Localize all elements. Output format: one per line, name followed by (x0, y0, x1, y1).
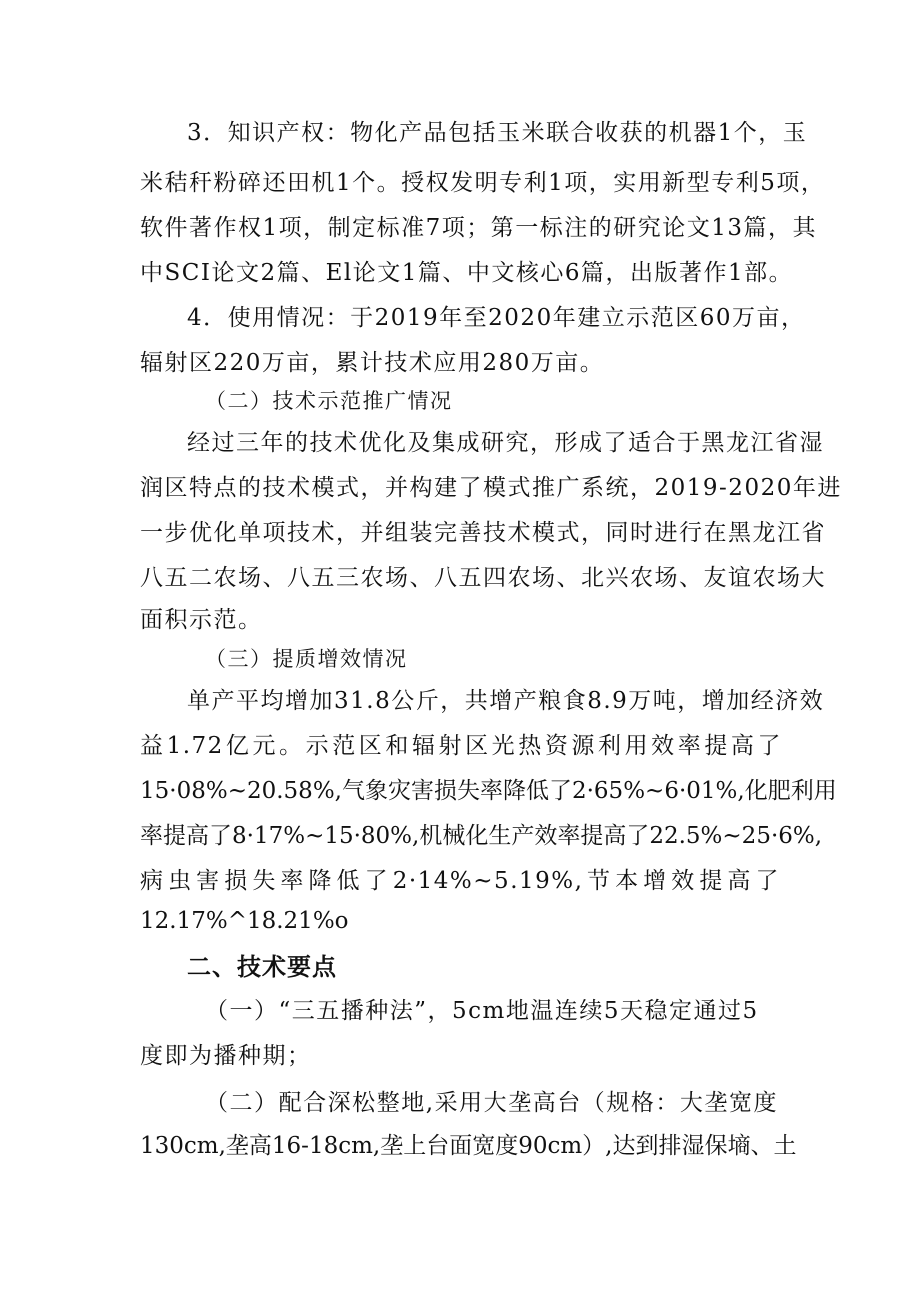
paragraph-point2-line-2: 130cm,垄高16-18cm,垄上台面宽度90cm）,达到排湿保墒、土 (140, 1133, 797, 1159)
paragraph-point1-line-1: （一）“三五播种法”，5cm地温连续5天稳定通过5 (205, 998, 759, 1024)
paragraph-efficiency-line-1: 单产平均增加31.8公斤，共增产粮食8.9万吨，增加经济效 (187, 688, 825, 714)
paragraph-point2-line-1: （二）配合深松整地,采用大垄高台（规格：大垄宽度 (205, 1090, 778, 1116)
paragraph-demo-line-5: 面积示范。 (140, 607, 263, 633)
paragraph-point1-line-2: 度即为播种期； (140, 1043, 312, 1069)
paragraph-ip-line-2: 米秸秆粉碎还田机1个。授权发明专利1项，实用新型专利5项， (140, 170, 826, 196)
paragraph-ip-line-3: 软件著作权1项，制定标准7项；第一标注的研究论文13篇，其 (140, 215, 818, 241)
paragraph-ip-line-1: 3．知识产权：物化产品包括玉米联合收获的机器1个，玉 (187, 120, 808, 146)
paragraph-demo-line-3: 一步优化单项技术，并组装完善技术模式，同时进行在黑龙江省 (140, 520, 826, 546)
paragraph-efficiency-line-2: 益1.72亿元。示范区和辐射区光热资源利用效率提高了 (140, 733, 782, 759)
paragraph-demo-line-2: 润区特点的技术模式，并构建了模式推广系统，2019-2020年进 (140, 475, 842, 501)
paragraph-usage-line-2: 辐射区220万亩，累计技术应用280万亩。 (140, 350, 605, 376)
subheading-quality-efficiency: （三）提质增效情况 (205, 647, 408, 671)
paragraph-efficiency-line-5: 病虫害损失率降低了2·14%~5.19%,节本增效提高了 (140, 868, 780, 894)
paragraph-efficiency-line-6: 12.17%^18.21%o (140, 908, 349, 934)
section-heading-tech-points: 二、技术要点 (187, 953, 337, 981)
paragraph-usage-line-1: 4．使用情况：于2019年至2020年建立示范区60万亩， (187, 305, 806, 331)
paragraph-efficiency-line-3: 15·08%~20.58%,气象灾害损失率降低了2·65%~6·01%,化肥利用 (140, 778, 837, 804)
subheading-demo-promotion: （二）技术示范推广情况 (205, 389, 453, 413)
paragraph-demo-line-4: 八五二农场、八五三农场、八五四农场、北兴农场、友谊农场大 (140, 565, 826, 591)
paragraph-ip-line-4: 中SCI论文2篇、El论文1篇、中文核心6篇，出版著作1部。 (140, 260, 794, 286)
paragraph-efficiency-line-4: 率提高了8·17%~15·80%,机械化生产效率提高了22.5%~25·6%, (140, 823, 823, 849)
paragraph-demo-line-1: 经过三年的技术优化及集成研究，形成了适合于黑龙江省湿 (187, 430, 824, 456)
